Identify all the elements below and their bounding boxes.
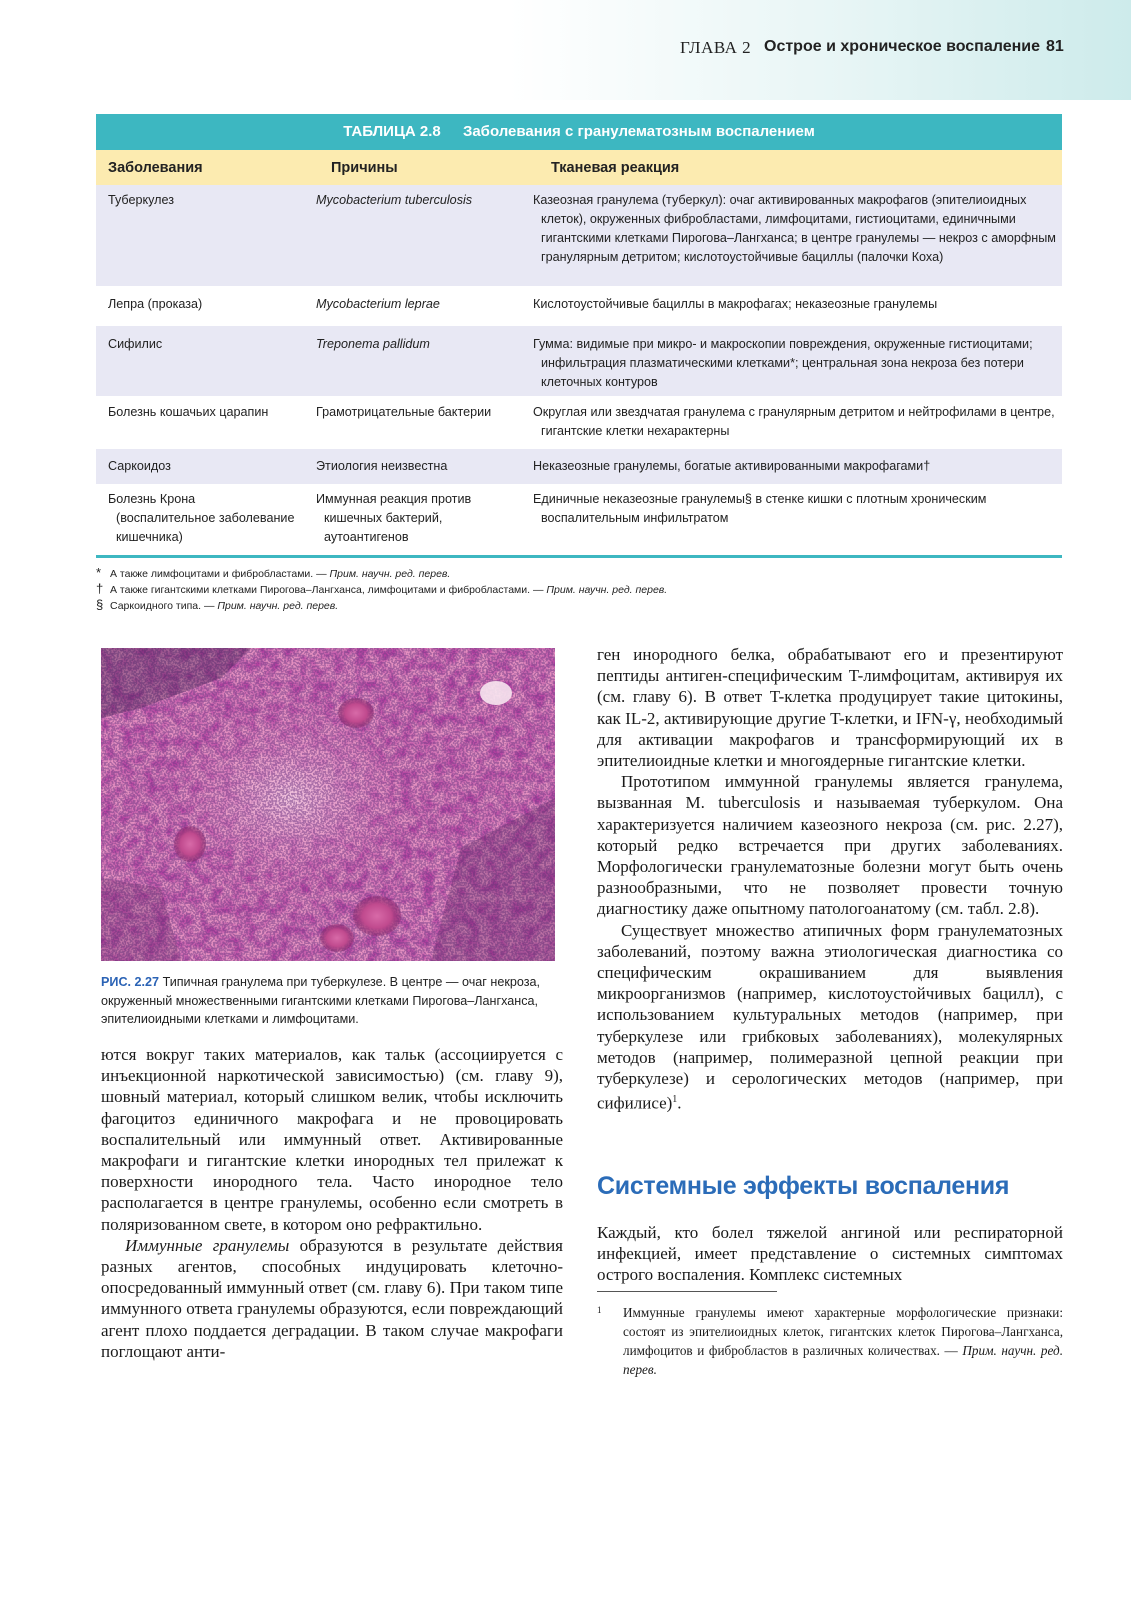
page-number: 81	[1046, 38, 1064, 55]
table-footnote	[96, 582, 996, 598]
cause-cell: Этиология неизвестна	[316, 459, 448, 473]
footnote-mark: †	[96, 581, 104, 596]
cause-cell: Mycobacterium tuberculosis	[316, 193, 473, 207]
table-title: Заболевания с гранулематозным воспалением	[462, 123, 815, 140]
figure-caption-text: Типичная гранулема при туберкулезе. В центре — очаг некроза, окруженный множественными гигантскими клетками Пирогова–Лангханса, эпителиоидными клетками и лимфоцитами.	[101, 975, 540, 1026]
footnote-text: А также гигантскими клетками Пирогова–Лангханса, лимфоцитами и фибробластами. —	[110, 584, 544, 596]
paragraph: Существует множество атипичных форм гранулематозных заболеваний, поэтому важна этиологическая диагностика со специфическим окрашиванием для выявления микроорганизмов (например, кислотоустойчивых бацилл), с использованием культуральных методов (например, при туберкулезе или грибковых заболеваниях), молекулярных методов (например, полимеразной цепной реакции при туберкулезе) и серологических методов (например, при сифилисе)$^1$.	[597, 920, 1063, 1113]
table-row	[96, 185, 1062, 286]
table-row	[96, 326, 1062, 396]
table-title-bar	[96, 114, 1062, 150]
paragraph: Прототипом иммунной гранулемы является гранулема, вызванная M. tuberculosis и называемая туберкулом. Она характеризуется наличием казеозного некроза (см. рис. 2.27), который редко встречается при других заболеваниях. Морфологически гранулематозные болезни могут быть очень разнообразными, что не позволяет провести точную диагностику даже опытному патологоанатому (см. табл. 2.8).	[597, 772, 1063, 919]
footnote-text: Иммунные гранулемы имеют характерные морфологические признаки: состоят из эпителиоидных клеток, гигантских клеток Пирогова–Лангханса, лимфоцитов и фибробластов в различных количествах. —	[623, 1305, 1063, 1358]
micrograph-image	[101, 648, 555, 961]
disease-cell: Лепра (проказа)	[108, 297, 203, 311]
paragraph-text: Существует множество атипичных форм гранулематозных заболеваний, поэтому важна этиологическая диагностика со специфическим окрашиванием для выявления микроорганизмов (например, кислотоустойчивых бацилл), с использованием культуральных методов (например, при туберкулезе или грибковых заболеваниях), молекулярных методов (например, полимеразной цепной реакции при туберкулезе) и серологических методов (например, при сифилисе)	[597, 920, 1063, 1113]
page-header	[0, 0, 1131, 100]
right-text-column	[597, 644, 1063, 1114]
chapter-title: Острое и хроническое воспаление	[764, 38, 1040, 55]
cause-cell: Mycobacterium leprae	[316, 297, 440, 311]
footnote-note: Прим. научн. ред. перев.	[623, 1343, 1064, 1377]
cause-cell: Иммунная реакция против кишечных бактерий, аутоантигенов	[316, 492, 472, 544]
table-footnote	[96, 566, 996, 582]
reaction-cell: Казеозная гранулема (туберкул): очаг активированных макрофагов (эпителиоидных клеток), окруженных фибробластами, лимфоцитами, гистиоцитами, единичными гигантскими клетками Пирогова–Лангханса; в центре гранулемы — некроз с аморфным гранулярным детритом; кислотоустойчивые бациллы (палочки Коха)	[533, 193, 1056, 264]
paragraph: ген инородного белка, обрабатывают его и презентируют пептиды антиген-специфическим T-лимфоцитам, активируя их (см. главу 6). В ответ T-клетка продуцирует такие цитокины, как IL-2, активирующие другие T-клетки, и IFN-γ, необходимый для активации макрофагов и трансформирующий их в эпителиоидные клетки и многоядерные гигантские клетки.	[597, 645, 1063, 771]
cause-cell: Грамотрицательные бактерии	[316, 405, 492, 419]
footnote-mark: 1	[597, 1305, 602, 1315]
disease-cell: Болезнь кошачьих царапин	[108, 405, 269, 419]
paragraph	[101, 1235, 563, 1362]
reaction-cell: Неказеозные гранулемы, богатые активированными макрофагами†	[533, 459, 931, 473]
footnote-mark: §	[96, 597, 104, 612]
reaction-cell: Округлая или звездчатая гранулема с гранулярным детритом и нейтрофилами в центре, гигантские клетки нехарактерны	[533, 405, 1055, 438]
section-text	[597, 1222, 1063, 1286]
reaction-cell: Единичные неказеозные гранулемы§ в стенке кишки с плотным хроническим воспалительным инфильтратом	[533, 492, 987, 525]
column-header-cause: Причины	[331, 159, 398, 176]
footnote-text: А также лимфоцитами и фибробластами. —	[110, 568, 327, 580]
footnote-divider	[597, 1291, 777, 1292]
reaction-cell: Кислотоустойчивые бациллы в макрофагах; неказеозные гранулемы	[533, 297, 938, 311]
section-heading: Системные эффекты воспаления	[597, 1172, 1010, 1200]
figure-label: РИС. 2.27	[101, 975, 160, 989]
reaction-cell: Гумма: видимые при микро- и макроскопии повреждения, окруженные гистиоцитами; инфильтрация плазматическими клетками*; центральная зона некроза без потери клеточных контуров	[533, 337, 1033, 389]
table-number: ТАБЛИЦА 2.8	[343, 123, 441, 140]
figure-caption	[101, 973, 563, 1029]
footnote-note: Прим. научн. ред. перев.	[546, 584, 668, 596]
table-row	[96, 286, 1062, 326]
column-header-reaction: Тканевая реакция	[551, 159, 680, 176]
table-footnote	[96, 598, 996, 614]
footnote-mark: *	[96, 565, 102, 580]
paragraph: Каждый, кто болел тяжелой ангиной или респираторной инфекцией, имеет представление о системных симптомах острого воспаления. Комплекс системных	[597, 1223, 1063, 1285]
footnote-note: Прим. научн. ред. перев.	[329, 568, 451, 580]
table-footnotes	[96, 566, 996, 614]
footnote-note: Прим. научн. ред. перев.	[217, 600, 339, 612]
paragraph-text: образуются в результате действия разных агентов, способных индуцировать клеточно-опосредованный иммунный ответ (см. главу 6). При таком типе иммунного ответа гранулемы образуются, если повреждающий агент плохо поддается деградации. В таком случае макрофаги поглощают анти-	[101, 1235, 563, 1361]
chapter-label: ГЛАВА 2	[680, 38, 752, 57]
table-bottom-rule	[96, 555, 1062, 558]
emphasis-term: Иммунные гранулемы	[125, 1235, 290, 1255]
disease-cell: Сифилис	[108, 337, 163, 351]
cause-cell: Treponema pallidum	[316, 337, 430, 351]
disease-cell: Болезнь Крона (воспалительное заболевание кишечника)	[108, 492, 295, 544]
table-row	[96, 396, 1062, 449]
left-text-column	[101, 1044, 563, 1362]
disease-cell: Саркоидоз	[108, 459, 171, 473]
granuloma-table	[96, 114, 1062, 558]
column-header-disease: Заболевания	[108, 159, 203, 176]
footnote-reference[interactable]: 1	[672, 1094, 678, 1106]
page-footnote	[597, 1303, 1063, 1379]
table-row	[96, 484, 1062, 555]
table-row	[96, 449, 1062, 484]
footnote-text: Саркоидного типа. —	[110, 600, 215, 612]
paragraph: ются вокруг таких материалов, как тальк (ассоциируется с инъекционной наркотической зависимостью) (см. главу 9), шовный материал, который слишком велик, чтобы исключить фагоцитоз единичного макрофага и не провоцировать воспалительный или иммунный ответ. Активированные макрофаги и гигантские клетки инородных тел прилежат к поверхности инородного тела. Часто инородное тело располагается в центре гранулемы, особенно если смотреть в поляризованном свете, в котором оно рефрактильно.	[101, 1045, 563, 1234]
disease-cell: Туберкулез	[108, 193, 175, 207]
table-header-row	[96, 150, 1062, 185]
